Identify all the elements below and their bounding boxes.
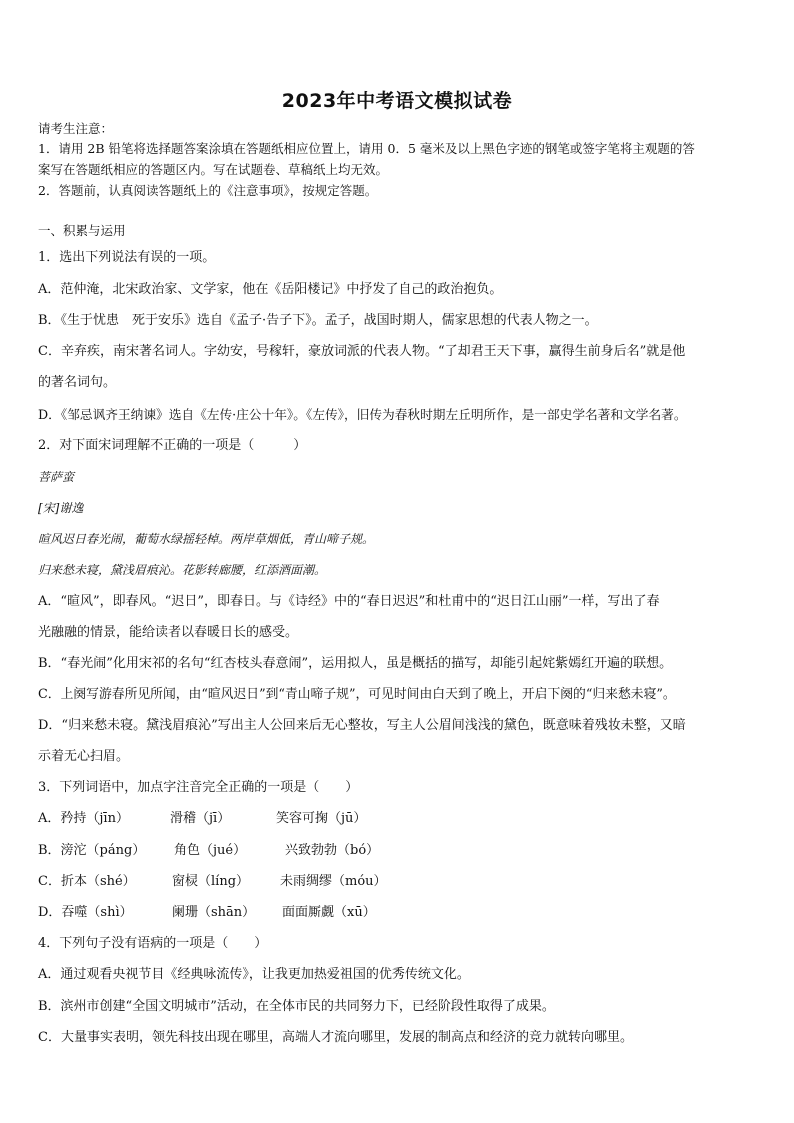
- q1-option-c-line1: C．辛弃疾，南宋著名词人。字幼安，号稼轩，豪放词派的代表人物。“了却君王天下事，赢得生前身后名”就是他: [38, 344, 686, 359]
- notice-line-1: 1．请用 2B 铅笔将选择题答案涂填在答题纸相应位置上，请用 0．5 毫米及以上黑色字迹的钢笔或签字笔将主观题的答: [38, 141, 695, 156]
- q4-stem: 4．下列句子没有语病的一项是（ ）: [38, 936, 268, 951]
- q3-option-c: [38, 874, 387, 890]
- q2-option-b: B．“春光闹”化用宋祁的名句“红杏枝头春意闹”，运用拟人，虽是概括的描写，却能引起姹紫嫣红开遍的联想。: [38, 656, 673, 671]
- notice-heading: 请考生注意：: [38, 121, 114, 136]
- q3-option-b: [38, 843, 379, 859]
- q2-option-c: C．上阕写游春所见所闻，由“暄风迟日”到“青山啼子规”，可见时间由白天到了晚上，开启下阕的“归来愁未寝”。: [38, 687, 676, 702]
- poem-verse-2: 归来愁未寝，黛浅眉痕沁。花影转廊腰，红添酒面潮。: [38, 563, 327, 577]
- poem-verse-1: 暄风迟日春光闹，葡萄水绿摇轻棹。两岸草烟低，青山啼子规。: [38, 532, 375, 546]
- q2-option-a-line1: A．“暄风”，即春风。“迟日”，即春日。与《诗经》中的“春日迟迟”和杜甫中的“迟日江山丽”一样，写出了春: [38, 594, 660, 609]
- q3-c-word-2: 窗棂（líng）: [172, 874, 250, 889]
- q2-option-d-line1: D．“归来愁未寝。黛浅眉痕沁”写出主人公回来后无心整妆，写主人公眉间浅浅的黛色，既意味着残妆未整，又暗: [38, 718, 686, 733]
- q3-d-word-3: 面面厮觑（xū）: [282, 905, 376, 920]
- q2-option-a-line2: 光融融的情景，能给读者以春暖日长的感受。: [38, 625, 299, 640]
- q2-stem: 2．对下面宋词理解不正确的一项是（ ）: [38, 438, 307, 453]
- q1-stem: 1．选出下列说法有误的一项。: [38, 250, 216, 265]
- page-title: 2023年中考语文模拟试卷: [281, 90, 513, 112]
- q3-d-word-1: D．吞噬（shì）: [38, 905, 133, 920]
- poem-author: [宋]谢逸: [38, 501, 84, 515]
- q3-b-word-1: B．滂沱（páng）: [38, 843, 146, 858]
- q4-option-c: C．大量事实表明，领先科技出现在哪里，高端人才流向哪里，发展的制高点和经济的竞力就转向哪里。: [38, 1030, 633, 1045]
- q3-a-word-2: 滑稽（jī）: [170, 811, 231, 826]
- q1-option-d: D．《邹忌讽齐王纳谏》选自《左传·庄公十年》。《左传》，旧传为春秋时期左丘明所作，是一部史学名著和文学名著。: [38, 407, 687, 422]
- q3-c-word-1: C．折本（shé）: [38, 874, 136, 889]
- q3-stem: 3．下列词语中，加点字注音完全正确的一项是（ ）: [38, 780, 359, 795]
- notice-line-3: 2．答题前，认真阅读答题纸上的《注意事项》，按规定答题。: [38, 183, 378, 198]
- q4-option-a: A．通过观看央视节目《经典咏流传》，让我更加热爱祖国的优秀传统文化。: [38, 967, 470, 982]
- poem-title: 菩萨蛮: [38, 470, 75, 484]
- section-heading: 一、积累与运用: [38, 223, 126, 238]
- q1-option-c-line2: 的著名词句。: [38, 375, 117, 390]
- q1-option-a: A．范仲淹，北宋政治家、文学家，他在《岳阳楼记》中抒发了自己的政治抱负。: [38, 282, 503, 297]
- q2-option-d-line2: 示着无心扫眉。: [38, 749, 130, 764]
- q3-b-word-3: 兴致勃勃（bó）: [285, 843, 380, 858]
- notice-line-2: 案写在答题纸相应的答题区内。写在试题卷、草稿纸上均无效。: [38, 162, 389, 177]
- q3-option-a: [38, 811, 366, 827]
- q3-d-word-2: 阑珊（shān）: [172, 905, 256, 920]
- q4-option-b: B．滨州市创建“全国文明城市”活动，在全体市民的共同努力下，已经阶段性取得了成果。: [38, 999, 555, 1014]
- q3-option-d: [38, 905, 376, 921]
- q3-c-word-3: 未雨绸缪（móu）: [280, 874, 387, 889]
- q3-b-word-2: 角色（jué）: [174, 843, 247, 858]
- q1-option-b: B．《生于忧患 死于安乐》选自《孟子·告子下》。孟子，战国时期人，儒家思想的代表人物之一。: [38, 313, 598, 328]
- q3-a-word-3: 笑容可掬（jū）: [276, 811, 367, 826]
- q3-a-word-1: A．矜持（jīn）: [38, 811, 129, 826]
